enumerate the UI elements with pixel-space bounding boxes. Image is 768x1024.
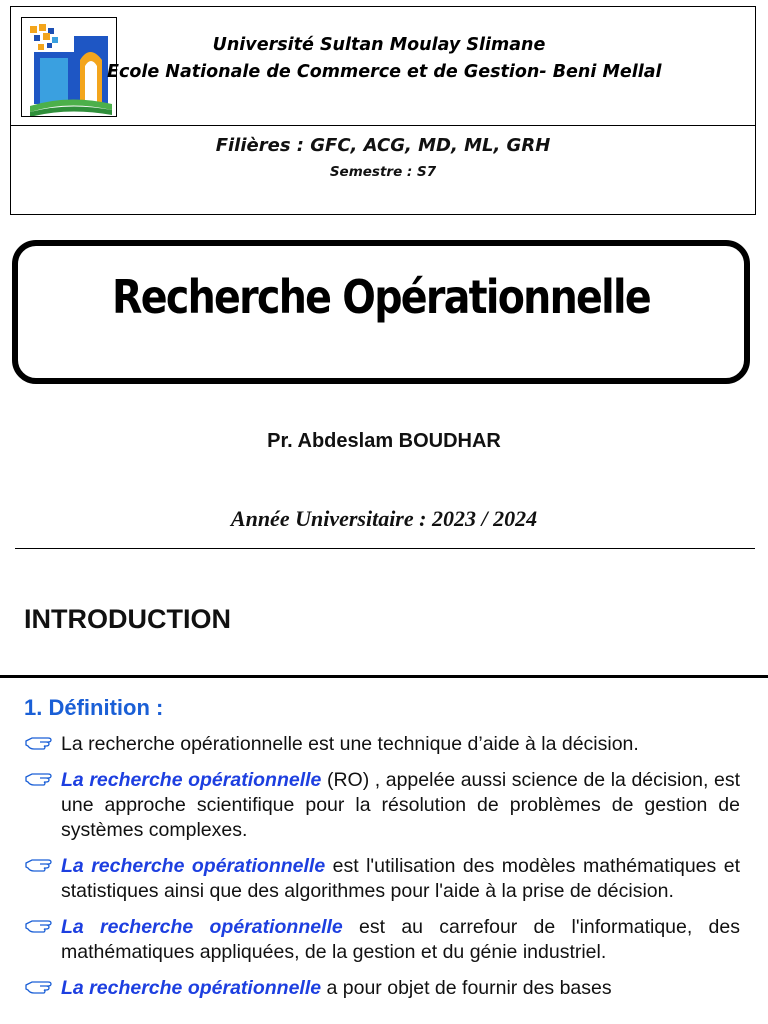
bullet-body: est au carrefour de l'informatique, des mathématiques appliquées, de la gestion et du génie industriel. (61, 916, 740, 963)
section-heading: INTRODUCTION (24, 604, 231, 634)
university-logo (21, 17, 117, 117)
pointing-hand-icon (24, 854, 61, 876)
course-title: Recherche Opérationnelle (112, 270, 650, 324)
pointing-hand-icon (24, 915, 61, 937)
section-rule (0, 675, 768, 678)
bullet-body: est l'utilisation des modèles mathématiques et statistiques ainsi que des algorithmes pour l'aide à la prise de décision. (61, 855, 740, 902)
bullet-highlight: La recherche opérationnelle (61, 977, 322, 999)
bullet-body: (RO) , appelée aussi science de la décision, est une approche scientifique pour la résolution de problèmes de gestion de systèmes complexes. (61, 769, 740, 841)
pointing-hand-icon (24, 732, 61, 754)
semestre: Semestre : S7 (329, 164, 437, 180)
title-box (12, 240, 750, 384)
professor-name: Pr. Abdeslam BOUDHAR (267, 430, 501, 452)
list-item (24, 854, 740, 904)
pointing-hand-icon (24, 976, 61, 998)
list-item (24, 768, 740, 843)
bullet-body: a pour objet de fournir des bases (321, 977, 612, 999)
header-divider (11, 125, 755, 126)
list-item (24, 976, 740, 1001)
divider-line (15, 548, 755, 549)
academic-year: Année Universitaire : 2023 / 2024 (230, 506, 538, 531)
bullet-body: La recherche opérationnelle est une technique d’aide à la décision. (61, 733, 639, 755)
header-box (10, 6, 756, 215)
school-name: Ecole Nationale de Commerce et de Gestion- Beni Mellal (107, 62, 662, 82)
university-name: Université Sultan Moulay Slimane (212, 35, 546, 55)
bullet-text (61, 768, 740, 843)
bullet-highlight: La recherche opérationnelle (61, 916, 343, 938)
bullet-text (61, 915, 740, 965)
bullet-highlight: La recherche opérationnelle (61, 769, 322, 791)
list-item (24, 915, 740, 965)
bullet-highlight: La recherche opérationnelle (61, 855, 326, 877)
bullet-text (61, 854, 740, 904)
pointing-hand-icon (24, 768, 61, 790)
bullet-text (61, 976, 740, 1001)
list-item (24, 732, 740, 757)
subsection-heading: 1. Définition : (24, 695, 164, 720)
bullet-text (61, 732, 740, 757)
definition-list (24, 732, 740, 1012)
filieres: Filières : GFC, ACG, MD, ML, GRH (215, 135, 551, 156)
